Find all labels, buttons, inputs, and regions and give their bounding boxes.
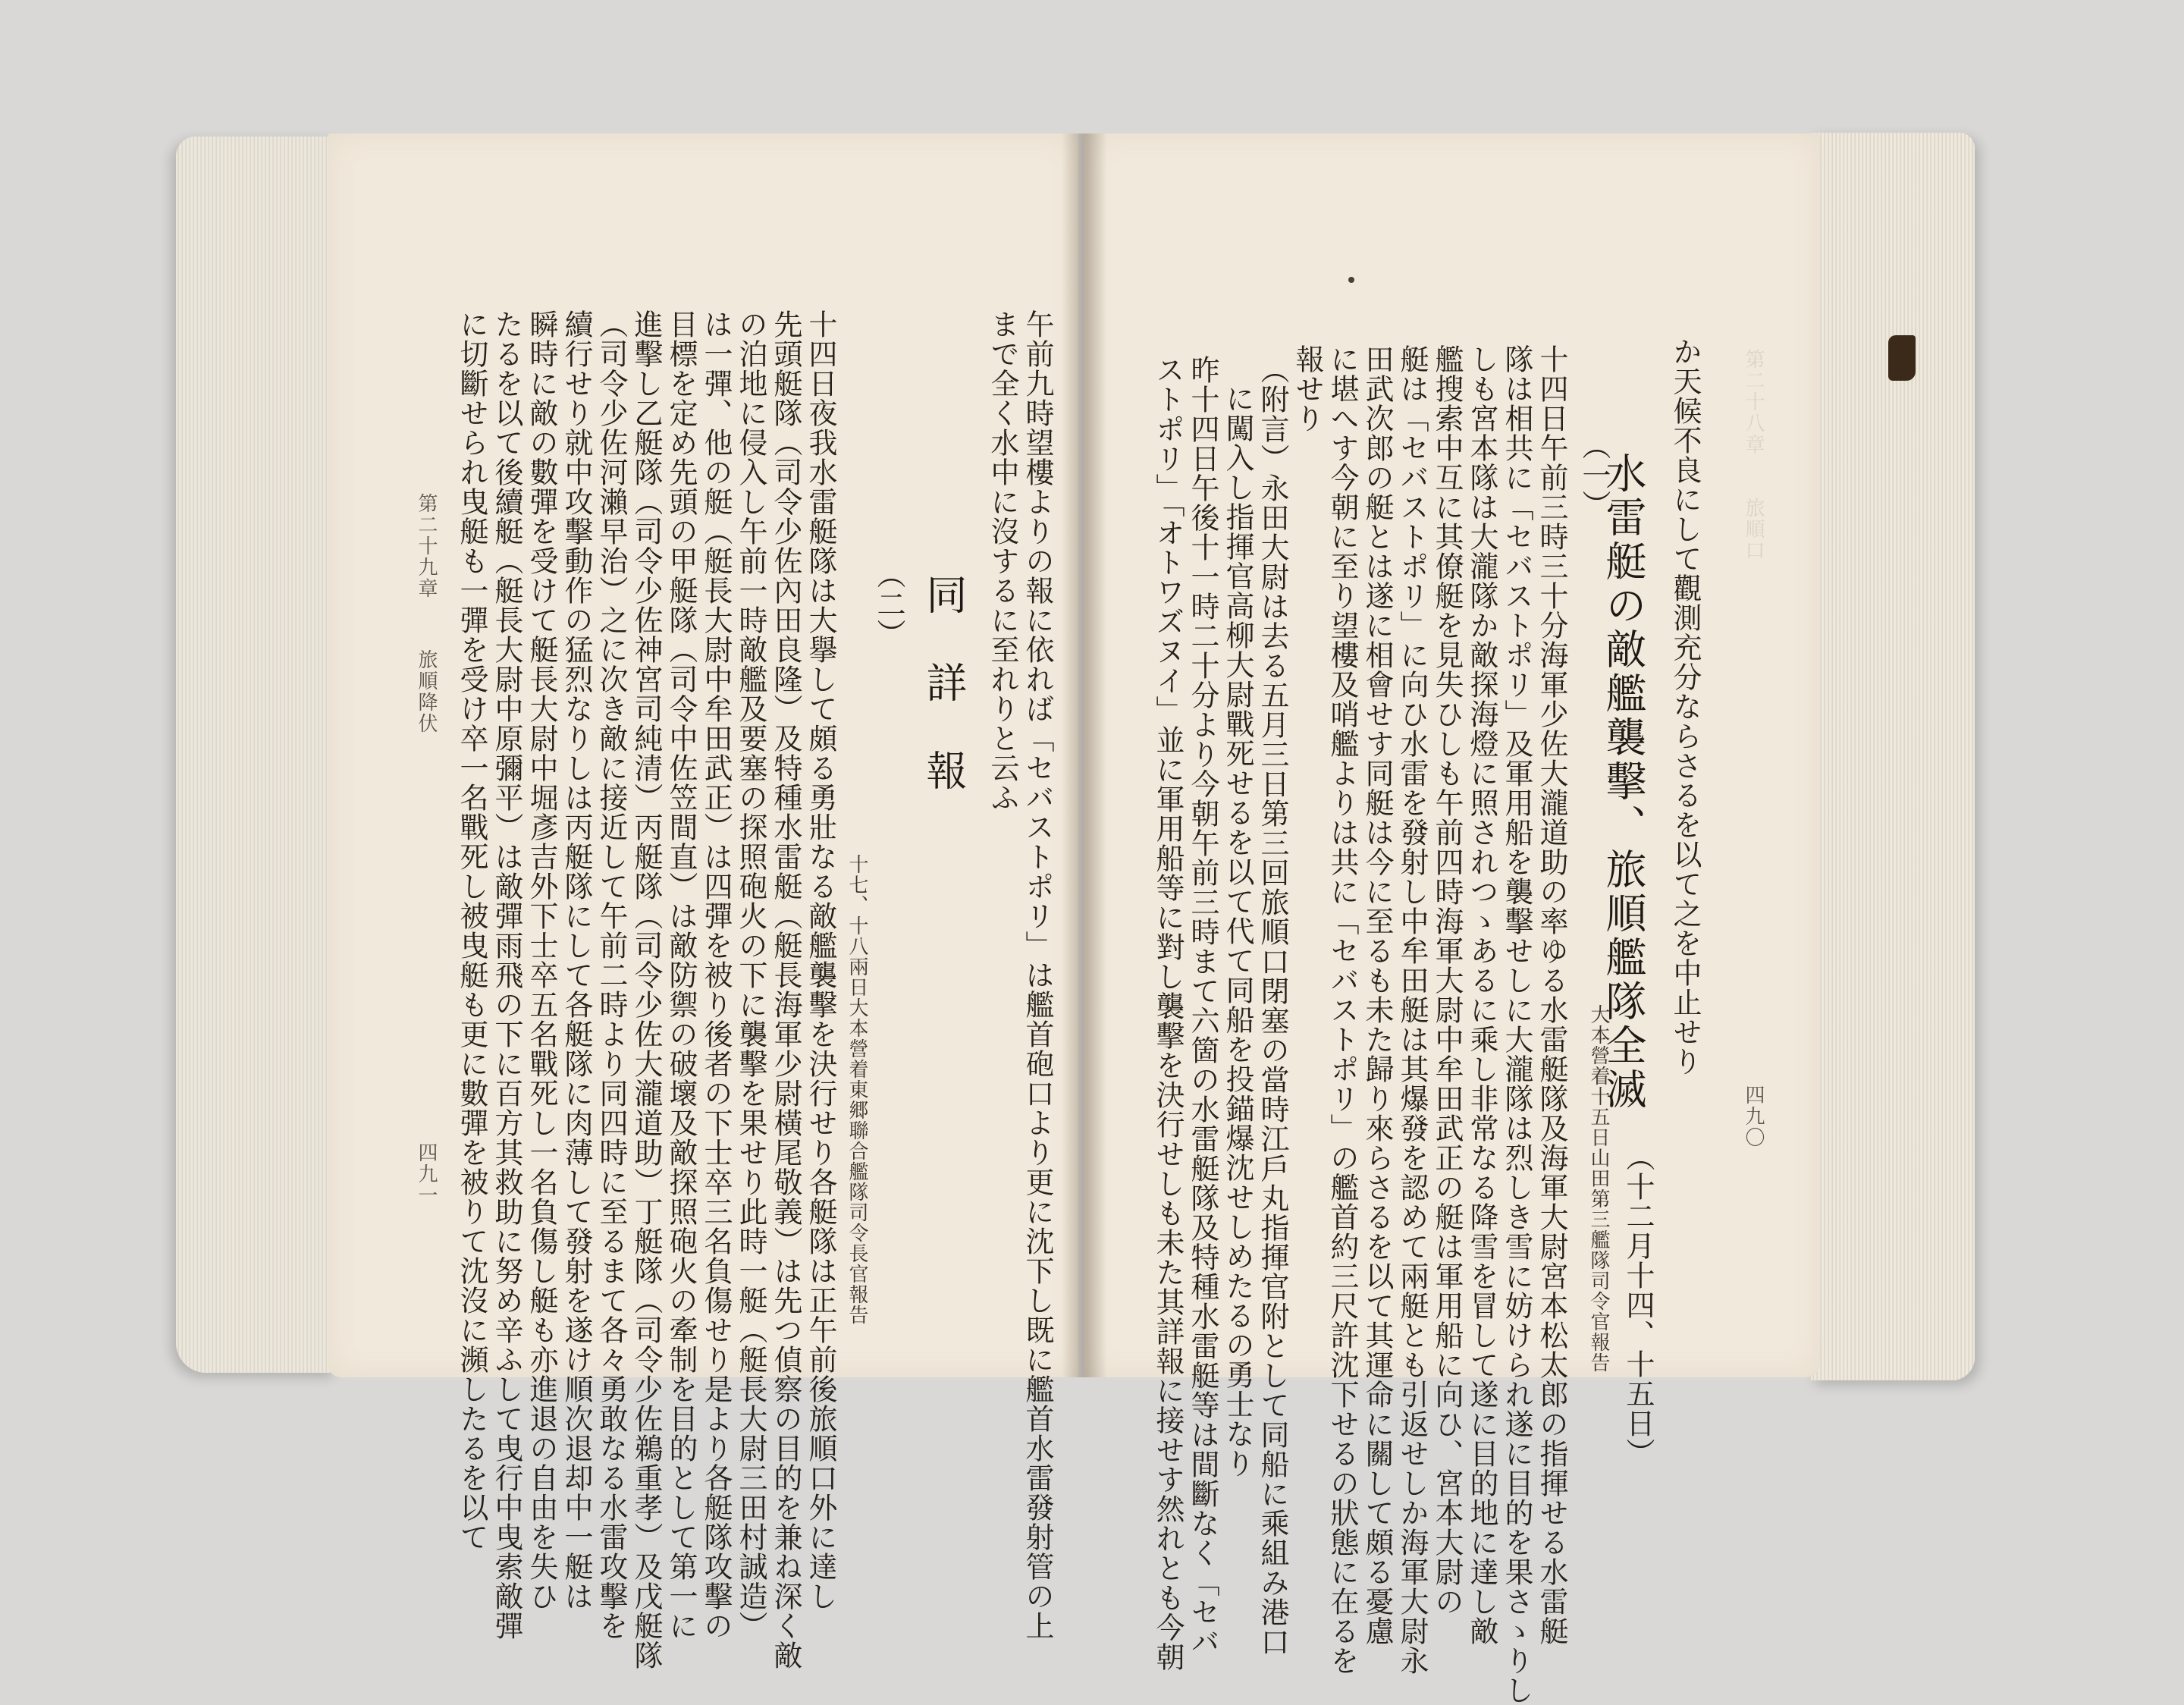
right-body-line-7: 田武次郎の艇とは遂に相會せす同艇は今に至るも未た歸り來らさるを以て其運命に關して頗る憂慮 <box>1360 344 1394 1646</box>
right-heading-number: （一） <box>1577 431 1611 520</box>
left-page-number: 四九一 <box>415 1142 438 1206</box>
left-report-source: 十七、十八兩日大本營着東郷聯合艦隊司令長官報告 <box>846 854 868 1325</box>
left-body-line-12: たるを以て後續艇（艇長大尉中原彌平）は敵彈雨飛の下に百方其救助に努め辛ふして曳行中曳索敵彈 <box>490 309 523 1641</box>
right-report-source: 大本營着十五日山田第三艦隊司令官報告 <box>1587 1004 1610 1373</box>
right-body-line-3: 隊は相共に「セバストポリ」及軍用船を襲擊せしに大瀧隊は烈しき雪に妨けられ遂に目的を果さゝりし <box>1500 344 1533 1705</box>
right-body-line-8: に堪へす今朝に至り望樓及哨艦よりは共に「セバストポリ」の艦首約三尺許沈下せるの狀態に在るを <box>1326 344 1359 1675</box>
left-section-heading: 同 詳 報 <box>920 573 968 793</box>
left-body-line-7: 目標を定め先頭の甲艇隊（司令中佐笠間直）は敵防禦の破壞及敵探照砲火の牽制を目的として第一に <box>664 309 698 1641</box>
left-running-header-chapter: 第二十九章 <box>415 493 438 599</box>
right-running-header-title: 旅順口 <box>1742 498 1765 561</box>
left-body-line-13: に切斷せられ曳艇も一彈を受け卒一名戰死し被曳艇も更に數彈を被りて沈沒に瀕したるを以て <box>455 309 488 1552</box>
left-body-line-1: 午前九時望樓よりの報に依れば「セバストポリ」は艦首砲口より更に沈下し既に艦首水雷發射管の上 <box>1021 309 1054 1641</box>
page-tab-mark <box>1888 335 1916 381</box>
right-page <box>1084 133 1820 1705</box>
right-body-line-11: に闖入し指揮官高柳大尉戰死せるを以て代て同船を投錨爆沈せしめたるの勇士なり <box>1221 384 1254 1478</box>
left-body-line-5: の泊地に侵入し午前一時敵艦及要塞の探照砲火の下に襲擊を果せり此時一艇（艇長大尉三田村誠造） <box>734 309 767 1641</box>
right-body-line-10: （附言）永田大尉は去る五月三日第三回旅順口閉塞の當時江戶丸指揮官附として同船に乘組み港口 <box>1256 355 1289 1656</box>
left-page-stack <box>176 137 337 1373</box>
left-heading-number: （二） <box>872 560 905 648</box>
right-body-line-5: 艦搜索中互に其僚艇を見失ひしも午前四時海軍大尉中牟田武正の艇は軍用船に向ひ、宮本大尉の <box>1430 344 1464 1616</box>
right-body-line-6: 艇は「セバストポリ」に向ひ水雷を發射し中牟田艇は其爆發を認めて兩艇とも引返せしか海軍大尉永 <box>1395 344 1429 1675</box>
left-body-line-11: 瞬時に敵の數彈を受けて艇長大尉中堀彥吉外下士卒五名戰死し一名負傷し艇も亦進退の自由を失ひ <box>525 309 558 1611</box>
right-heading-date: （十二月十四、十五日） <box>1621 1142 1655 1468</box>
left-body-line-3: 十四日夜我水雷艇隊は大擧して頗る勇壯なる敵艦襲擊を決行せり各艇隊は正午前後旅順口外に達し <box>804 309 837 1611</box>
right-body-line-9: 報せり <box>1291 344 1324 433</box>
left-body-line-2: まで全く水中に沒するに至れりと云ふ <box>986 309 1019 812</box>
right-body-line-13: ストポリ」「オトワズヌイ」並に軍用船等に對し襲擊を決行せしも未た其詳報に接せす然れとも今朝 <box>1151 355 1185 1672</box>
left-body-line-10: 續行せり就中攻擊動作の猛烈なりしは丙艇隊にして各艇隊に肉薄して發射を遂け順次退却中一艇は <box>560 309 593 1611</box>
right-body-line-12: 昨十四日午後十一時二十分より今朝午前三時まて六箇の水雷艇隊及特種水雷艇等は間斷なく「セバ <box>1186 355 1219 1656</box>
left-body-line-9: （司令少佐河瀨早治）之に次き敵に接近して午前二時より同四時に至るまて各々勇敢なる水雷攻擊を <box>595 309 628 1641</box>
right-body-line-4: しも宮本隊は大瀧隊か敵探海燈に照されつゝあるに乘し非常なる降雪を冒して遂に目的地に達し敵 <box>1465 344 1498 1646</box>
right-body-line-2: 十四日午前三時三十分海軍少佐大瀧道助の率ゆる水雷艇隊及海軍大尉宮本松太郎の指揮せる水雷艇 <box>1535 344 1568 1646</box>
ink-dot <box>1348 277 1354 283</box>
left-body-line-8: 進擊し乙艇隊（司令少佐神宮司純清）丙艇隊（司令少佐大瀧道助）丁艇隊（司令少佐鵜重孝）及戊艇隊 <box>629 309 663 1670</box>
left-running-header-title: 旅順降伏 <box>415 649 438 734</box>
left-page <box>328 133 1078 1670</box>
right-page-stack <box>1811 133 1975 1380</box>
right-running-header-chapter: 第二十八章 <box>1742 349 1765 455</box>
right-page-number: 四九〇 <box>1742 1085 1765 1148</box>
right-section-heading: 水雷艇の敵艦襲擊、旅順艦隊全滅 <box>1599 452 1647 1112</box>
right-body-line-1: か天候不良にして觀測充分ならさるを以て之を中止せり <box>1668 337 1702 1076</box>
left-body-line-4: 先頭艇隊（司令少佐內田良隆）及特種水雷艇（艇長海軍少尉橫尾敬義）は先つ偵察の目的を兼ね深く敵 <box>769 309 802 1670</box>
left-body-line-6: は一彈、他の艇（艇長大尉中牟田武正）は四彈を被り後者の下士卒三名負傷せり是より各艇隊攻擊の <box>699 309 733 1641</box>
book-gutter <box>1062 133 1107 1377</box>
